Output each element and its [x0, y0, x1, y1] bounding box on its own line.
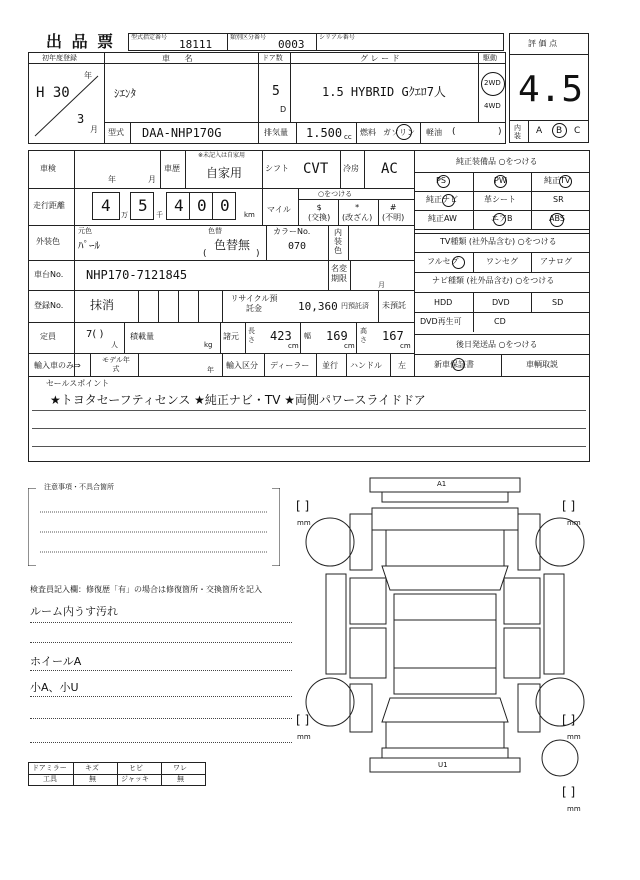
- damage-mark-rear: U1: [438, 761, 448, 769]
- model-year-label: モデル年式: [102, 356, 130, 373]
- mileage-label: 走行距離: [33, 201, 65, 210]
- color-change-value: 色替無: [214, 238, 251, 252]
- history-note: ※未記入は自家用: [198, 152, 246, 159]
- legend-mirror: ドアミラー: [32, 764, 67, 772]
- legend-break: ワレ: [173, 764, 187, 772]
- serial-label: シリアル番号: [319, 34, 355, 41]
- mileage-digit-4: 0: [197, 196, 207, 215]
- height-unit: cm: [400, 342, 411, 350]
- recycle-value: 10,360: [298, 300, 338, 313]
- category-value: 0003: [278, 38, 305, 51]
- door-label: ドア数: [262, 54, 283, 62]
- fuel-diesel: 軽油: [426, 128, 442, 137]
- fuel-other-close: ): [498, 127, 502, 137]
- dvd-play-label: DVD再生可: [420, 317, 462, 326]
- recycle-suffix: 円預託済: [341, 302, 369, 310]
- tread-front-left: [ ]: [296, 499, 310, 513]
- recycle-label: リサイクル預託金: [230, 294, 278, 313]
- chassis-value: NHP170-7121845: [86, 268, 188, 282]
- note-line-4: 小A、小U: [30, 681, 79, 694]
- tread-spare-unit: mm: [567, 805, 581, 813]
- category-box: [227, 33, 317, 51]
- car-name-label: 車 名: [162, 54, 199, 63]
- type-code: DAA-NHP170G: [142, 126, 222, 140]
- load-label: 積載量: [130, 332, 154, 341]
- exterior-label: 外装色: [36, 237, 60, 246]
- type-label: 型式: [108, 128, 124, 137]
- nav-type-title: ナビ種類 (社外品含む) ○をつける: [432, 276, 555, 285]
- color-paren-open: (: [203, 249, 207, 259]
- tread-rear-right-unit: mm: [567, 733, 581, 741]
- equip-pw: PW: [494, 176, 507, 185]
- legend-tools-value: 無: [89, 775, 96, 783]
- mileage-unit-man: 万: [121, 211, 128, 219]
- equip-nav: 純正ナビ: [426, 195, 458, 204]
- equip-nav-circle: [442, 194, 455, 207]
- drive-label: 駆動: [483, 54, 497, 62]
- drive-4wd: 4WD: [484, 102, 501, 110]
- fuel-label: 燃料: [360, 128, 376, 137]
- equip-ps-circle: [437, 175, 450, 188]
- name-change-month-unit: 月: [378, 281, 385, 289]
- mileage-digit-cell: [189, 192, 213, 220]
- width-label: 幅: [304, 332, 311, 340]
- grade-value: 1.5 HYBRID Gｸｴﾛ7人: [322, 85, 446, 99]
- nav-hdd: HDD: [434, 298, 453, 307]
- equip-aw: 純正AW: [428, 214, 457, 223]
- dvd-cd: CD: [494, 317, 506, 326]
- caution-label: 注意事項・不具合箇所: [44, 483, 114, 491]
- legend-table: [28, 762, 206, 786]
- equip-tv-circle: [559, 175, 572, 188]
- grade-label: グ レ ー ド: [360, 54, 400, 63]
- model-designation-value: 18111: [179, 38, 213, 51]
- nav-sd: SD: [552, 298, 564, 307]
- inspector-label: 検査員記入欄：修復歴「有」の場合は修復箇所・交換箇所を記入: [30, 585, 262, 594]
- reg-no-label: 登録No.: [34, 301, 64, 310]
- name-change-label: 名変期限: [331, 264, 347, 283]
- height-value: 167: [382, 329, 404, 343]
- tv-fullseg-circle: [452, 256, 465, 269]
- interior-grade-a: A: [536, 126, 543, 136]
- tv-oneseg: ワンセグ: [486, 257, 518, 266]
- tread-spare: [ ]: [562, 785, 576, 799]
- reg-year-unit: 年: [84, 71, 92, 80]
- tread-front-right-unit: mm: [567, 519, 581, 527]
- serial-box: [316, 33, 504, 51]
- tv-fullseg: フルセグ: [427, 257, 459, 266]
- later-shipping-title: 後日発送品 ○をつける: [456, 340, 538, 349]
- shift-value: CVT: [303, 161, 329, 177]
- capacity-unit: 人: [111, 341, 118, 349]
- mile-label: マイル: [267, 205, 291, 214]
- displacement-value: 1.500: [306, 126, 343, 140]
- mile-opt-exchange: $ (交換): [308, 203, 331, 222]
- reg-month-unit: 月: [90, 125, 98, 134]
- sales-point-label: セールスポイント: [46, 379, 110, 388]
- mileage-unit-km: km: [244, 211, 255, 219]
- caution-bracket: [28, 488, 280, 566]
- inspection-label: 車検: [40, 164, 56, 173]
- note-line-3: ホイールA: [30, 655, 82, 668]
- later-manual: 車輌取説: [526, 360, 558, 369]
- import-label: 輸入車のみ⇒: [34, 361, 81, 370]
- height-label: 高さ: [360, 327, 367, 344]
- displacement-unit: cc: [344, 133, 352, 141]
- width-value: 169: [326, 329, 348, 343]
- legend-tools: 工具: [43, 775, 57, 783]
- shift-label: シフト: [265, 164, 289, 173]
- oem-equipment-title: 純正装備品 ○をつける: [456, 157, 538, 166]
- drive-2wd: 2WD: [484, 79, 501, 87]
- capacity-label: 定員: [40, 332, 56, 341]
- displacement-label: 排気量: [264, 128, 288, 137]
- ac-label: 冷房: [343, 164, 359, 173]
- mileage-unit-sen: 千: [156, 211, 163, 219]
- category-label: 類別区分番号: [230, 34, 267, 41]
- handle-left: 左: [398, 361, 406, 370]
- original-color-label: 元色: [78, 227, 92, 235]
- mileage-digit-3: 4: [174, 196, 184, 215]
- score-label: 評 価 点: [528, 39, 558, 48]
- tread-rear-right: [ ]: [562, 713, 576, 727]
- fuel-circle: [396, 124, 412, 140]
- tread-rear-left-unit: mm: [297, 733, 311, 741]
- tv-analog: アナログ: [540, 257, 572, 266]
- interior-grade-circle: [552, 123, 567, 138]
- equip-tv: 純正TV: [544, 176, 571, 185]
- tv-type-title: TV種類 (社外品含む) ○をつける: [440, 237, 557, 246]
- chassis-label: 車台No.: [34, 270, 64, 279]
- width-unit: cm: [344, 342, 355, 350]
- equip-leather: 革シート: [484, 195, 516, 204]
- original-color-value: ﾊﾟｰﾙ: [78, 239, 100, 252]
- color-no-value: 070: [288, 241, 307, 252]
- later-warranty: 新車保証書: [434, 360, 474, 369]
- model-designation-label: 型式指定番号: [131, 34, 168, 41]
- legend-scratch: キズ: [85, 764, 99, 772]
- length-unit: cm: [288, 342, 299, 350]
- capacity-value: 7( ): [86, 329, 104, 340]
- model-designation-box: [128, 33, 228, 51]
- mileage-digit-cell: [212, 192, 236, 220]
- reg-year: H 30: [36, 85, 70, 101]
- import-type-dealer: ディーラー: [270, 361, 310, 370]
- reg-no-value: 抹消: [90, 298, 115, 312]
- fuel-gasoline: ガソリン: [383, 128, 415, 137]
- nav-dvd: DVD: [492, 298, 510, 307]
- legend-crack: ヒビ: [129, 764, 143, 772]
- equip-ps: PS: [436, 176, 446, 185]
- interior-grade-c: C: [574, 126, 581, 136]
- tread-front-left-unit: mm: [297, 519, 311, 527]
- import-type-label: 輸入区分: [226, 361, 258, 370]
- mileage-digit-cell: [166, 192, 190, 220]
- model-year-unit: 年: [207, 366, 214, 374]
- mileage-digit-5: 0: [220, 196, 230, 215]
- length-label: 長さ: [248, 327, 255, 344]
- legend-jack-value: 無: [177, 775, 184, 783]
- inspection-month-unit: 月: [148, 175, 156, 184]
- equip-airbag-circle: [493, 213, 506, 226]
- interior-label: 内装: [514, 124, 521, 140]
- mileage-digit-2: 5: [138, 196, 148, 215]
- equip-sr: SR: [553, 195, 564, 204]
- score-box: [509, 33, 589, 143]
- fuel-other-open: (: [452, 127, 456, 137]
- equip-pw-circle: [494, 175, 507, 188]
- history-label: 車歴: [164, 164, 180, 173]
- reg-month: 3: [77, 112, 85, 126]
- history-value: 自家用: [206, 166, 243, 180]
- length-value: 423: [270, 329, 292, 343]
- import-type-parallel: 並行: [322, 361, 338, 370]
- vehicle-diagram: [290, 470, 600, 810]
- car-name: ｼｴﾝﾀ: [114, 87, 136, 100]
- interior-color-label: 内装色: [334, 228, 342, 255]
- color-no-label: カラーNo.: [273, 227, 311, 236]
- mileage-digit-cell: [130, 192, 154, 220]
- dims-label: 諸元: [223, 332, 239, 341]
- equip-abs: ABS: [549, 214, 565, 223]
- score-value: 4.5: [518, 69, 584, 110]
- mileage-digit-cell: [92, 192, 120, 220]
- color-change-label: 色替: [208, 227, 222, 235]
- door-type: D: [280, 105, 287, 114]
- tread-front-right: [ ]: [562, 499, 576, 513]
- door-count: 5: [272, 84, 280, 99]
- sales-point-text: ★トヨタセーフティセンス ★純正ナビ・TV ★両側パワースライドドア: [50, 393, 426, 407]
- sheet-title: 出 品 票: [46, 32, 116, 51]
- equip-abs-circle: [550, 213, 564, 227]
- note-line-1: ルーム内うす汚れ: [30, 605, 118, 618]
- later-warranty-circle: [452, 358, 465, 371]
- inspection-year-unit: 年: [108, 175, 116, 184]
- damage-mark-front: A1: [437, 480, 447, 488]
- handle-label: ハンドル: [350, 361, 382, 370]
- first-reg-label: 初年度登録: [42, 54, 77, 62]
- color-paren-close: ): [256, 249, 260, 259]
- mileage-digit-1: 4: [101, 196, 111, 215]
- legend-jack: ジャッキ: [121, 775, 149, 783]
- interior-grade-b: B: [556, 126, 563, 136]
- ac-value: AC: [381, 161, 398, 177]
- mile-opt-unknown: # (不明): [382, 203, 405, 222]
- recycle-unpaid: 未預託: [382, 301, 406, 310]
- load-unit: kg: [204, 341, 213, 349]
- tread-rear-left: [ ]: [296, 713, 310, 727]
- equip-airbag: エアB: [491, 214, 513, 223]
- mile-circle-note: ○をつける: [318, 190, 353, 198]
- mile-opt-tampered: * (改ざん): [342, 203, 373, 222]
